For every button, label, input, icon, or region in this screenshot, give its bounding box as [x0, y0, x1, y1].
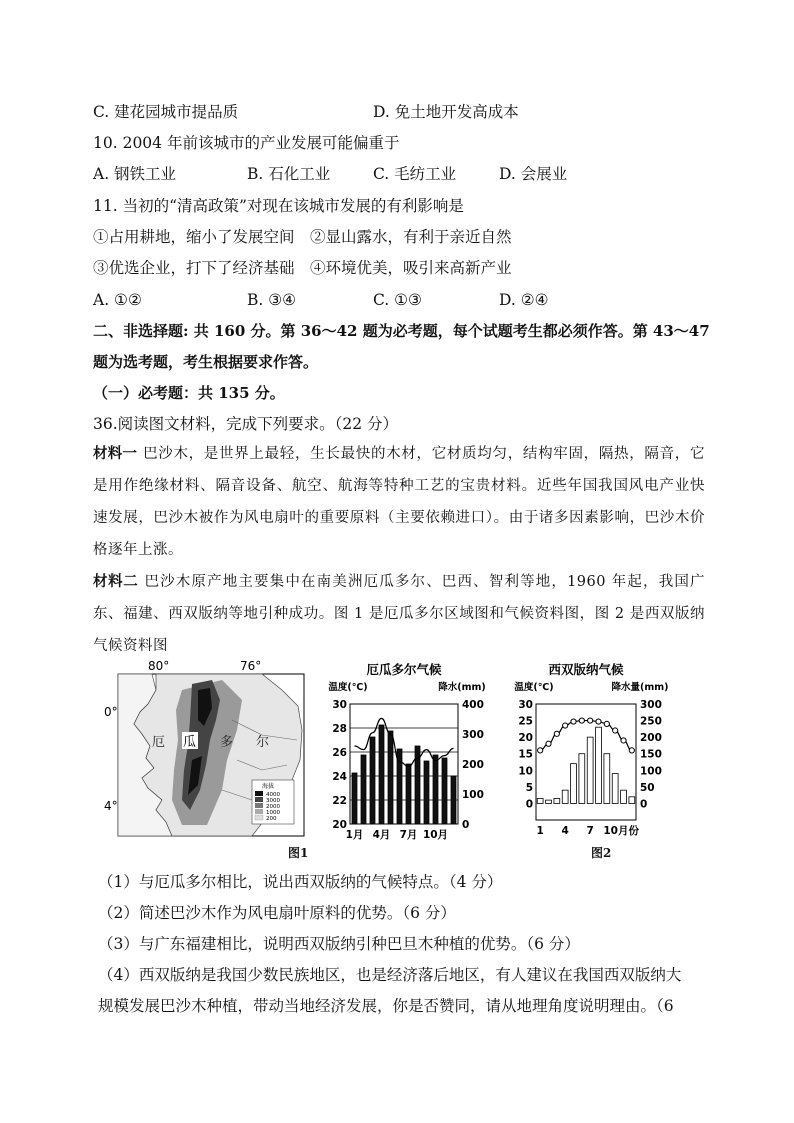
x-tick-label: 1月 — [345, 829, 364, 841]
precip-tick-label: 100 — [462, 789, 484, 801]
q11-option-b: B. ③④ — [247, 291, 297, 309]
temperature-point-4 — [563, 723, 568, 728]
figure-2-label: 图2 — [591, 846, 612, 860]
precip-bar-10 — [433, 755, 438, 824]
x-tick-label: 4月 — [372, 829, 391, 841]
q11-statements-1-2: ①占用耕地，缩小了发展空间 ②显山露水，有利于亲近自然 — [93, 228, 512, 246]
precip-bar-5 — [571, 764, 577, 804]
precip-tick-label: 200 — [462, 759, 484, 771]
precip-bar-6 — [579, 754, 585, 804]
temp-tick-label: 30 — [332, 699, 347, 711]
temp-tick-label: 5 — [525, 781, 533, 794]
x-tick-label: 10月 — [422, 829, 449, 841]
precip-bar-3 — [554, 798, 560, 803]
q36-sub4-line1: （4）西双版纳是我国少数民族地区，也是经济落后地区，有人建议在我国西双版纳大 — [98, 966, 682, 984]
map-char-1: 厄 — [152, 735, 166, 750]
precip-bar-4 — [562, 790, 568, 803]
q10-stem: 10. 2004 年前该城市的产业发展可能偏重于 — [93, 134, 400, 152]
precip-tick-label: 400 — [462, 699, 484, 711]
q11-option-a: A. ①② — [93, 291, 142, 309]
precip-tick-label: 0 — [462, 819, 470, 831]
precip-bar-2 — [361, 755, 366, 824]
temp-tick-label: 24 — [332, 771, 347, 783]
map-legend — [252, 780, 294, 824]
material-1-text: 巴沙木，是世界上最轻，生长最快的木材，它材质均匀，结构牢固，隔热，隔音，它是用作绝缘材料、隔音设备、航空、航海等特种工艺的宝贵材料。近些年国我国风电产业快速发展，巴沙木被作为风电扇叶的重要原料（主要依赖进口）。由于诸多因素影响，巴沙木价格逐年上涨。 — [93, 446, 705, 558]
q9-option-d: D. 免土地开发高成本 — [373, 103, 519, 121]
precip-bar-10 — [612, 774, 618, 804]
precip-tick-label: 50 — [640, 781, 655, 794]
temp-tick-label: 10 — [518, 765, 533, 778]
q11-option-c: C. ①③ — [373, 291, 422, 309]
temp-tick-label: 20 — [518, 732, 533, 745]
temperature-point-10 — [613, 728, 618, 733]
precip-bar-9 — [424, 761, 429, 824]
q11-stem: 11. 当初的“清高政策”对现在该城市发展的有利影响是 — [93, 197, 464, 215]
lat-label-0: 0° — [104, 705, 118, 719]
precip-bar-11 — [621, 790, 627, 803]
precip-tick-label: 150 — [640, 748, 662, 761]
temperature-point-3 — [554, 731, 559, 736]
section2-subheading: （一）必考题：共 135 分。 — [93, 384, 285, 402]
temperature-point-9 — [604, 721, 609, 726]
precip-bar-7 — [406, 764, 411, 824]
precip-bar-11 — [442, 758, 447, 824]
q36-sub4-line2: 规模发展巴沙木种植，带动当地经济发展，你是否赞同，请从地理角度说明理由。（6 — [98, 997, 674, 1015]
temp-tick-label: 22 — [332, 795, 347, 807]
chart-title: 西双版纳气候 — [548, 662, 624, 677]
precip-bar-3 — [370, 737, 375, 824]
temperature-point-12 — [629, 748, 634, 753]
left-axis-label: 温度(℃) — [514, 682, 554, 693]
legend-title: 海拔 — [262, 783, 275, 790]
map-char-4: 尔 — [256, 735, 270, 750]
xishuangbanna-climate-chart — [508, 660, 694, 844]
temperature-point-1 — [538, 748, 543, 753]
precip-bar-5 — [388, 731, 393, 824]
precip-bar-8 — [596, 727, 602, 803]
left-axis-label: 温度(℃) — [328, 682, 368, 693]
x-tick-label: 1 — [536, 825, 544, 837]
q36-sub3: （3）与广东福建相比，说明西双版纳引种巴旦木种植的优势。（6 分） — [98, 935, 580, 953]
q10-option-c: C. 毛纺工业 — [373, 165, 457, 183]
ecuador-climate-chart — [322, 660, 486, 844]
precip-bar-2 — [546, 800, 552, 803]
temp-tick-label: 20 — [332, 819, 347, 831]
temp-tick-label: 26 — [332, 747, 347, 759]
section2-heading-line1: 二、非选择题: 共 160 分。第 36～42 题为必考题，每个试题考生都必须作答。第 43～47 — [93, 322, 710, 340]
q11-option-d: D. ②④ — [499, 291, 549, 309]
q10-option-b: B. 石化工业 — [247, 165, 331, 183]
section2-heading-line2: 题为选考题，考生根据要求作答。 — [93, 353, 319, 371]
precip-bar-1 — [352, 773, 357, 824]
temp-tick-label: 0 — [525, 798, 533, 811]
legend-1000: 1000 — [266, 810, 280, 816]
q10-option-a: A. 钢铁工业 — [93, 165, 177, 183]
material-2-text: 巴沙木原产地主要集中在南美洲厄瓜多尔、巴西、智利等地，1960 年起，我国广东、福建、西双版纳等地引种成功。图 1 是厄瓜多尔区域图和气候资料图，图 2 是西双版纳气候资料图 — [93, 574, 706, 654]
legend-4000: 4000 — [266, 792, 280, 798]
lat-label-4: 4° — [104, 799, 118, 813]
precip-tick-label: 200 — [640, 732, 662, 745]
material-1 — [93, 438, 705, 566]
q36-sub1: （1）与厄瓜多尔相比，说出西双版纳的气候特点。（4 分） — [98, 873, 503, 891]
temp-tick-label: 15 — [518, 748, 533, 761]
temperature-point-5 — [571, 719, 576, 724]
precip-bar-12 — [629, 797, 635, 804]
material-1-label: 材料一 — [93, 445, 138, 462]
ecuador-map — [104, 659, 312, 840]
precip-tick-label: 250 — [640, 715, 662, 728]
q36-sub2: （2）简述巴沙木作为风电扇叶原料的优势。（6 分） — [98, 904, 456, 922]
q10-option-d: D. 会展业 — [499, 165, 568, 183]
figure-1-label: 图1 — [288, 846, 309, 860]
temperature-point-7 — [588, 718, 593, 723]
map-char-2: 瓜 — [183, 735, 197, 750]
temperature-line — [355, 718, 454, 766]
precip-bar-4 — [379, 725, 384, 824]
material-2-label: 材料二 — [93, 573, 139, 590]
material-2 — [93, 566, 705, 662]
x-tick-label: 7月 — [399, 829, 418, 841]
precip-tick-label: 100 — [640, 765, 662, 778]
temp-tick-label: 25 — [518, 715, 533, 728]
precip-bar-7 — [587, 737, 593, 803]
lon-label-80: 80° — [148, 659, 170, 673]
precip-tick-label: 0 — [640, 798, 648, 811]
x-tick-label: 4 — [561, 825, 569, 837]
precip-tick-label: 300 — [462, 729, 484, 741]
lon-label-76: 76° — [240, 659, 262, 673]
legend-2000: 2000 — [266, 804, 280, 810]
x-tick-label: 10月份 — [603, 825, 639, 837]
q36-stem: 36.阅读图文材料，完成下列要求。（22 分） — [93, 415, 399, 433]
precip-bar-9 — [604, 754, 610, 804]
legend-200: 200 — [266, 816, 277, 822]
chart-title: 厄瓜多尔气候 — [366, 662, 442, 677]
map-char-3: 多 — [220, 735, 234, 750]
q9-option-c: C. 建花园城市提品质 — [93, 103, 239, 121]
x-tick-label: 7 — [586, 825, 594, 837]
temperature-line — [540, 721, 632, 751]
temperature-point-6 — [579, 718, 584, 723]
temperature-point-2 — [546, 741, 551, 746]
right-axis-label: 降水量(mm) — [611, 682, 669, 693]
temperature-point-11 — [621, 738, 626, 743]
precip-bar-1 — [537, 798, 543, 803]
temperature-point-8 — [596, 719, 601, 724]
precip-bar-12 — [451, 776, 456, 824]
precip-tick-label: 300 — [640, 699, 662, 711]
temp-tick-label: 28 — [332, 723, 347, 735]
legend-3000: 3000 — [266, 798, 280, 804]
temp-tick-label: 30 — [518, 699, 533, 711]
right-axis-label: 降水(mm) — [438, 682, 486, 693]
q11-statements-3-4: ③优选企业，打下了经济基础 ④环境优美，吸引来高新产业 — [93, 259, 512, 277]
